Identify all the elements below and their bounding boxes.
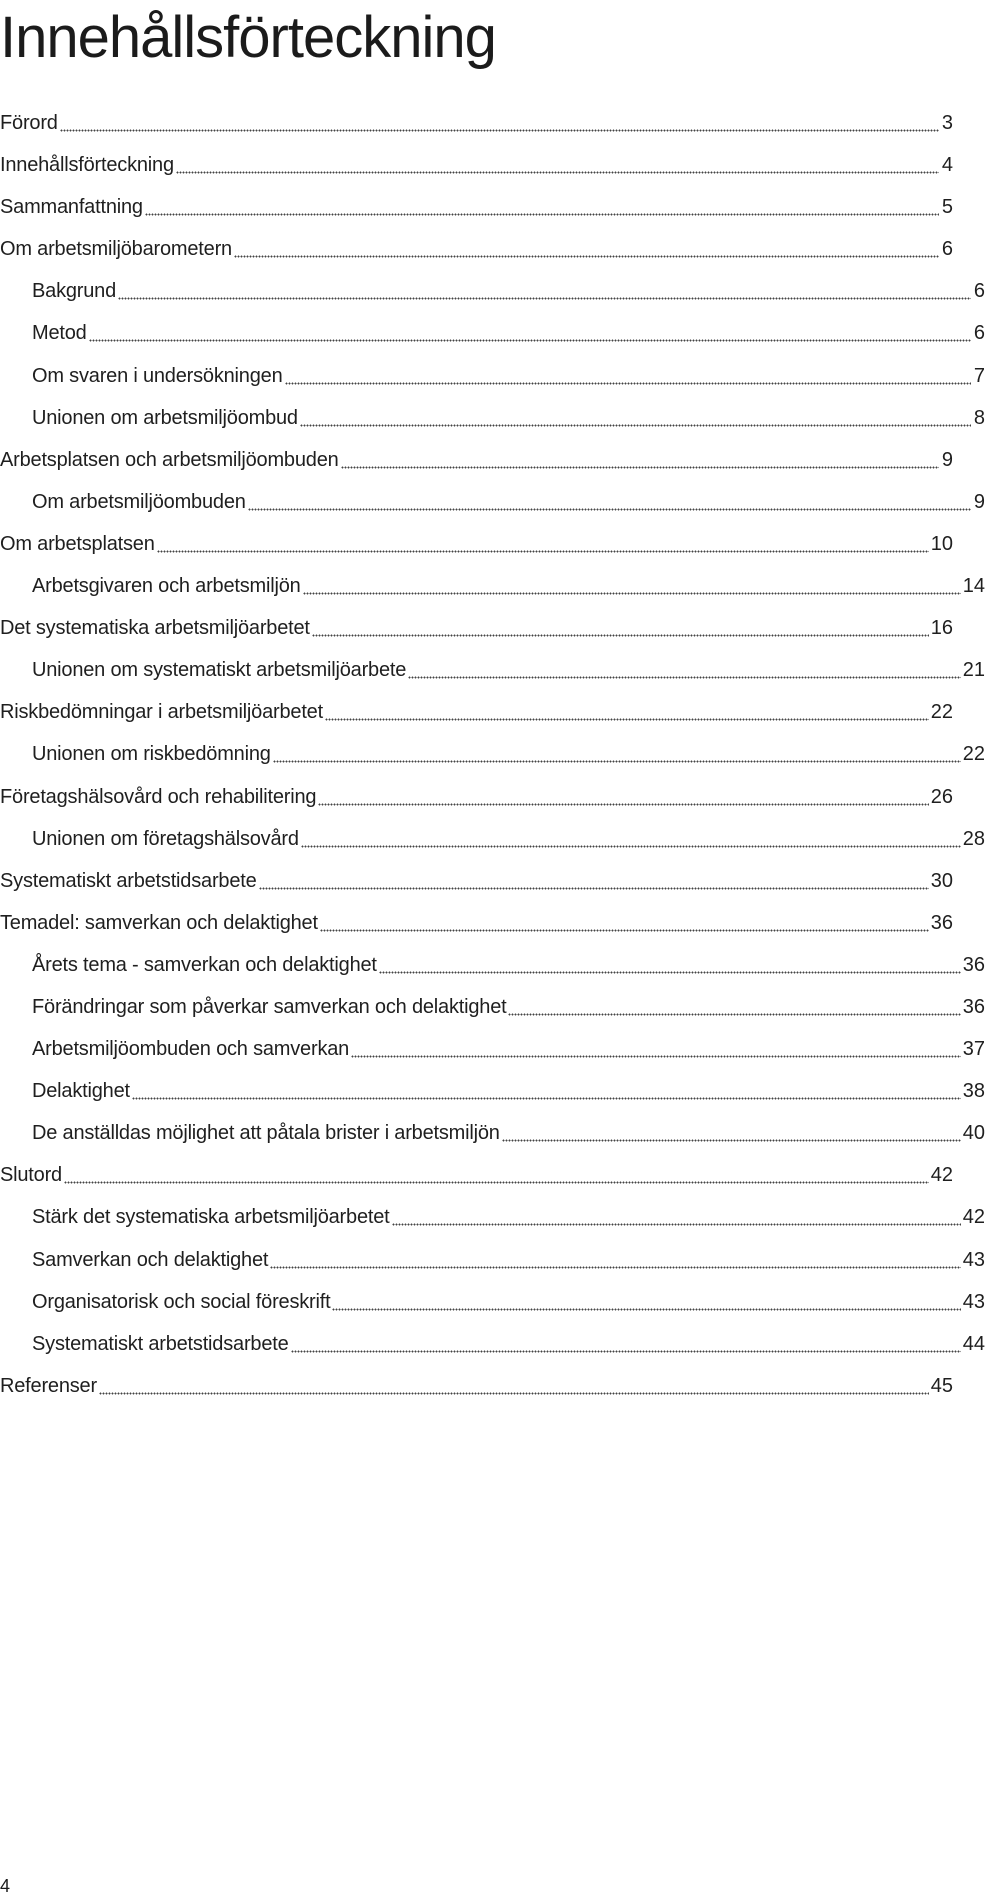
toc-entry[interactable]: [0, 1332, 985, 1374]
toc-entry-title: Arbetsplatsen och arbetsmiljöombuden: [0, 448, 339, 471]
toc-entry-page-number: 42: [962, 1206, 985, 1229]
toc-entry-title: Samverkan och delaktighet: [32, 1248, 269, 1271]
toc-entry-page-number: 28: [962, 827, 985, 850]
toc-entry-title: Referenser: [0, 1374, 97, 1397]
toc-dot-leader: [145, 213, 939, 216]
toc-entry[interactable]: [0, 195, 953, 237]
toc-entry[interactable]: [0, 1163, 953, 1205]
toc-entry-title: Om svaren i undersökningen: [32, 364, 283, 387]
toc-entry-page-number: 16: [930, 617, 953, 640]
toc-entry[interactable]: [0, 1248, 985, 1290]
toc-dot-leader: [502, 1139, 961, 1142]
toc-entry-page-number: 6: [973, 322, 985, 345]
toc-entry-page-number: 36: [962, 995, 985, 1018]
toc-entry-title: Stärk det systematiska arbetsmiljöarbetet: [32, 1206, 390, 1229]
toc-dot-leader: [99, 1392, 929, 1395]
toc-entry[interactable]: [0, 1037, 985, 1079]
toc-entry-page-number: 22: [962, 743, 985, 766]
toc-entry-page-number: 6: [973, 280, 985, 303]
toc-entry-page-number: 43: [962, 1290, 985, 1313]
toc-entry[interactable]: [0, 448, 953, 490]
toc-dot-leader: [118, 297, 971, 300]
toc-entry[interactable]: [0, 869, 953, 911]
toc-entry-title: Metod: [32, 322, 87, 345]
toc-dot-leader: [318, 803, 928, 806]
table-of-contents: [0, 111, 985, 1416]
toc-entry-title: Riskbedömningar i arbetsmiljöarbetet: [0, 701, 323, 724]
toc-entry-title: Organisatorisk och social föreskrift: [32, 1290, 331, 1313]
page-number: 4: [0, 1876, 11, 1896]
toc-entry[interactable]: [0, 700, 953, 742]
toc-dot-leader: [234, 255, 939, 258]
toc-entry-title: Företagshälsovård och rehabilitering: [0, 785, 317, 808]
toc-entry[interactable]: [0, 153, 953, 195]
toc-entry-title: Det systematiska arbetsmiljöarbetet: [0, 617, 310, 640]
toc-entry-page-number: 4: [941, 154, 953, 177]
toc-entry-title: Om arbetsmiljöbarometern: [0, 238, 232, 261]
toc-dot-leader: [64, 1181, 929, 1184]
toc-entry[interactable]: [0, 616, 953, 658]
toc-entry-title: Arbetsmiljöombuden och samverkan: [32, 1038, 350, 1061]
toc-entry-title: Förändringar som påverkar samverkan och delaktighet: [32, 995, 507, 1018]
toc-entry[interactable]: [0, 1205, 985, 1247]
toc-dot-leader: [508, 1013, 960, 1016]
toc-dot-leader: [332, 1308, 960, 1311]
toc-dot-leader: [351, 1055, 961, 1058]
toc-entry[interactable]: [0, 1290, 985, 1332]
toc-entry-page-number: 14: [962, 575, 985, 598]
toc-entry[interactable]: [0, 827, 985, 869]
toc-entry[interactable]: [0, 1079, 985, 1121]
toc-entry-page-number: 9: [941, 448, 953, 471]
toc-entry[interactable]: [0, 1374, 953, 1416]
toc-entry-page-number: 36: [930, 911, 953, 934]
toc-entry-title: Innehållsförteckning: [0, 154, 174, 177]
toc-dot-leader: [285, 382, 972, 385]
toc-entry-title: Unionen om riskbedömning: [32, 743, 271, 766]
toc-dot-leader: [259, 887, 929, 890]
toc-entry-title: Delaktighet: [32, 1080, 130, 1103]
toc-entry-page-number: 6: [941, 238, 953, 261]
toc-entry[interactable]: [0, 321, 985, 363]
toc-entry[interactable]: [0, 995, 985, 1037]
toc-entry-page-number: 44: [962, 1332, 985, 1355]
toc-entry-page-number: 22: [930, 701, 953, 724]
toc-dot-leader: [312, 634, 929, 637]
toc-entry-title: Unionen om företagshälsovård: [32, 827, 299, 850]
toc-dot-leader: [291, 1350, 961, 1353]
toc-entry[interactable]: [0, 364, 985, 406]
toc-dot-leader: [157, 550, 929, 553]
toc-entry-title: Om arbetsmiljöombuden: [32, 490, 246, 513]
toc-dot-leader: [60, 129, 939, 132]
toc-entry-page-number: 8: [973, 406, 985, 429]
toc-dot-leader: [248, 508, 971, 511]
toc-dot-leader: [341, 466, 939, 469]
toc-entry-title: Unionen om arbetsmiljöombud: [32, 406, 298, 429]
page-title: Innehållsförteckning: [0, 5, 496, 70]
toc-dot-leader: [176, 171, 939, 174]
toc-entry-page-number: 36: [962, 953, 985, 976]
toc-entry[interactable]: [0, 911, 953, 953]
toc-entry[interactable]: [0, 532, 953, 574]
toc-dot-leader: [379, 971, 961, 974]
toc-entry-title: Arbetsgivaren och arbetsmiljön: [32, 575, 301, 598]
toc-entry-title: Bakgrund: [32, 280, 117, 303]
toc-entry[interactable]: [0, 490, 985, 532]
toc-entry[interactable]: [0, 406, 985, 448]
toc-entry-page-number: 43: [962, 1248, 985, 1271]
toc-entry-page-number: 5: [941, 196, 953, 219]
toc-entry[interactable]: [0, 279, 985, 321]
toc-entry[interactable]: [0, 237, 953, 279]
toc-dot-leader: [392, 1223, 961, 1226]
toc-dot-leader: [301, 845, 961, 848]
toc-entry-title: Sammanfattning: [0, 196, 143, 219]
toc-entry-page-number: 7: [973, 364, 985, 387]
toc-entry[interactable]: [0, 785, 953, 827]
toc-entry-page-number: 21: [962, 659, 985, 682]
toc-entry-title: Unionen om systematiskt arbetsmiljöarbete: [32, 659, 407, 682]
toc-dot-leader: [320, 929, 929, 932]
toc-entry-title: Slutord: [0, 1164, 62, 1187]
toc-entry[interactable]: [0, 574, 985, 616]
toc-entry-title: Förord: [0, 112, 58, 134]
toc-dot-leader: [132, 1097, 961, 1100]
toc-dot-leader: [89, 339, 971, 342]
toc-entry-page-number: 45: [930, 1374, 953, 1397]
toc-entry-page-number: 38: [962, 1080, 985, 1103]
toc-entry-title: De anställdas möjlighet att påtala brister i arbetsmiljön: [32, 1122, 500, 1145]
toc-entry-page-number: 10: [930, 532, 953, 555]
toc-entry-title: Årets tema - samverkan och delaktighet: [32, 953, 377, 976]
toc-entry-page-number: 42: [930, 1164, 953, 1187]
toc-entry-title: Systematiskt arbetstidsarbete: [32, 1332, 289, 1355]
toc-dot-leader: [273, 760, 961, 763]
toc-dot-leader: [408, 676, 961, 679]
toc-dot-leader: [303, 592, 961, 595]
toc-entry[interactable]: [0, 953, 985, 995]
toc-entry[interactable]: [0, 111, 953, 153]
toc-entry-page-number: 37: [962, 1038, 985, 1061]
toc-entry[interactable]: [0, 742, 985, 784]
toc-entry-title: Systematiskt arbetstidsarbete: [0, 869, 257, 892]
toc-entry[interactable]: [0, 658, 985, 700]
toc-entry-page-number: 3: [941, 112, 953, 134]
toc-entry-title: Om arbetsplatsen: [0, 532, 155, 555]
toc-entry-page-number: 26: [930, 785, 953, 808]
toc-dot-leader: [300, 424, 971, 427]
toc-dot-leader: [325, 718, 929, 721]
toc-entry[interactable]: [0, 1121, 985, 1163]
toc-entry-page-number: 40: [962, 1122, 985, 1145]
toc-entry-page-number: 30: [930, 869, 953, 892]
toc-entry-title: Temadel: samverkan och delaktighet: [0, 911, 318, 934]
toc-entry-page-number: 9: [973, 490, 985, 513]
toc-dot-leader: [270, 1266, 960, 1269]
